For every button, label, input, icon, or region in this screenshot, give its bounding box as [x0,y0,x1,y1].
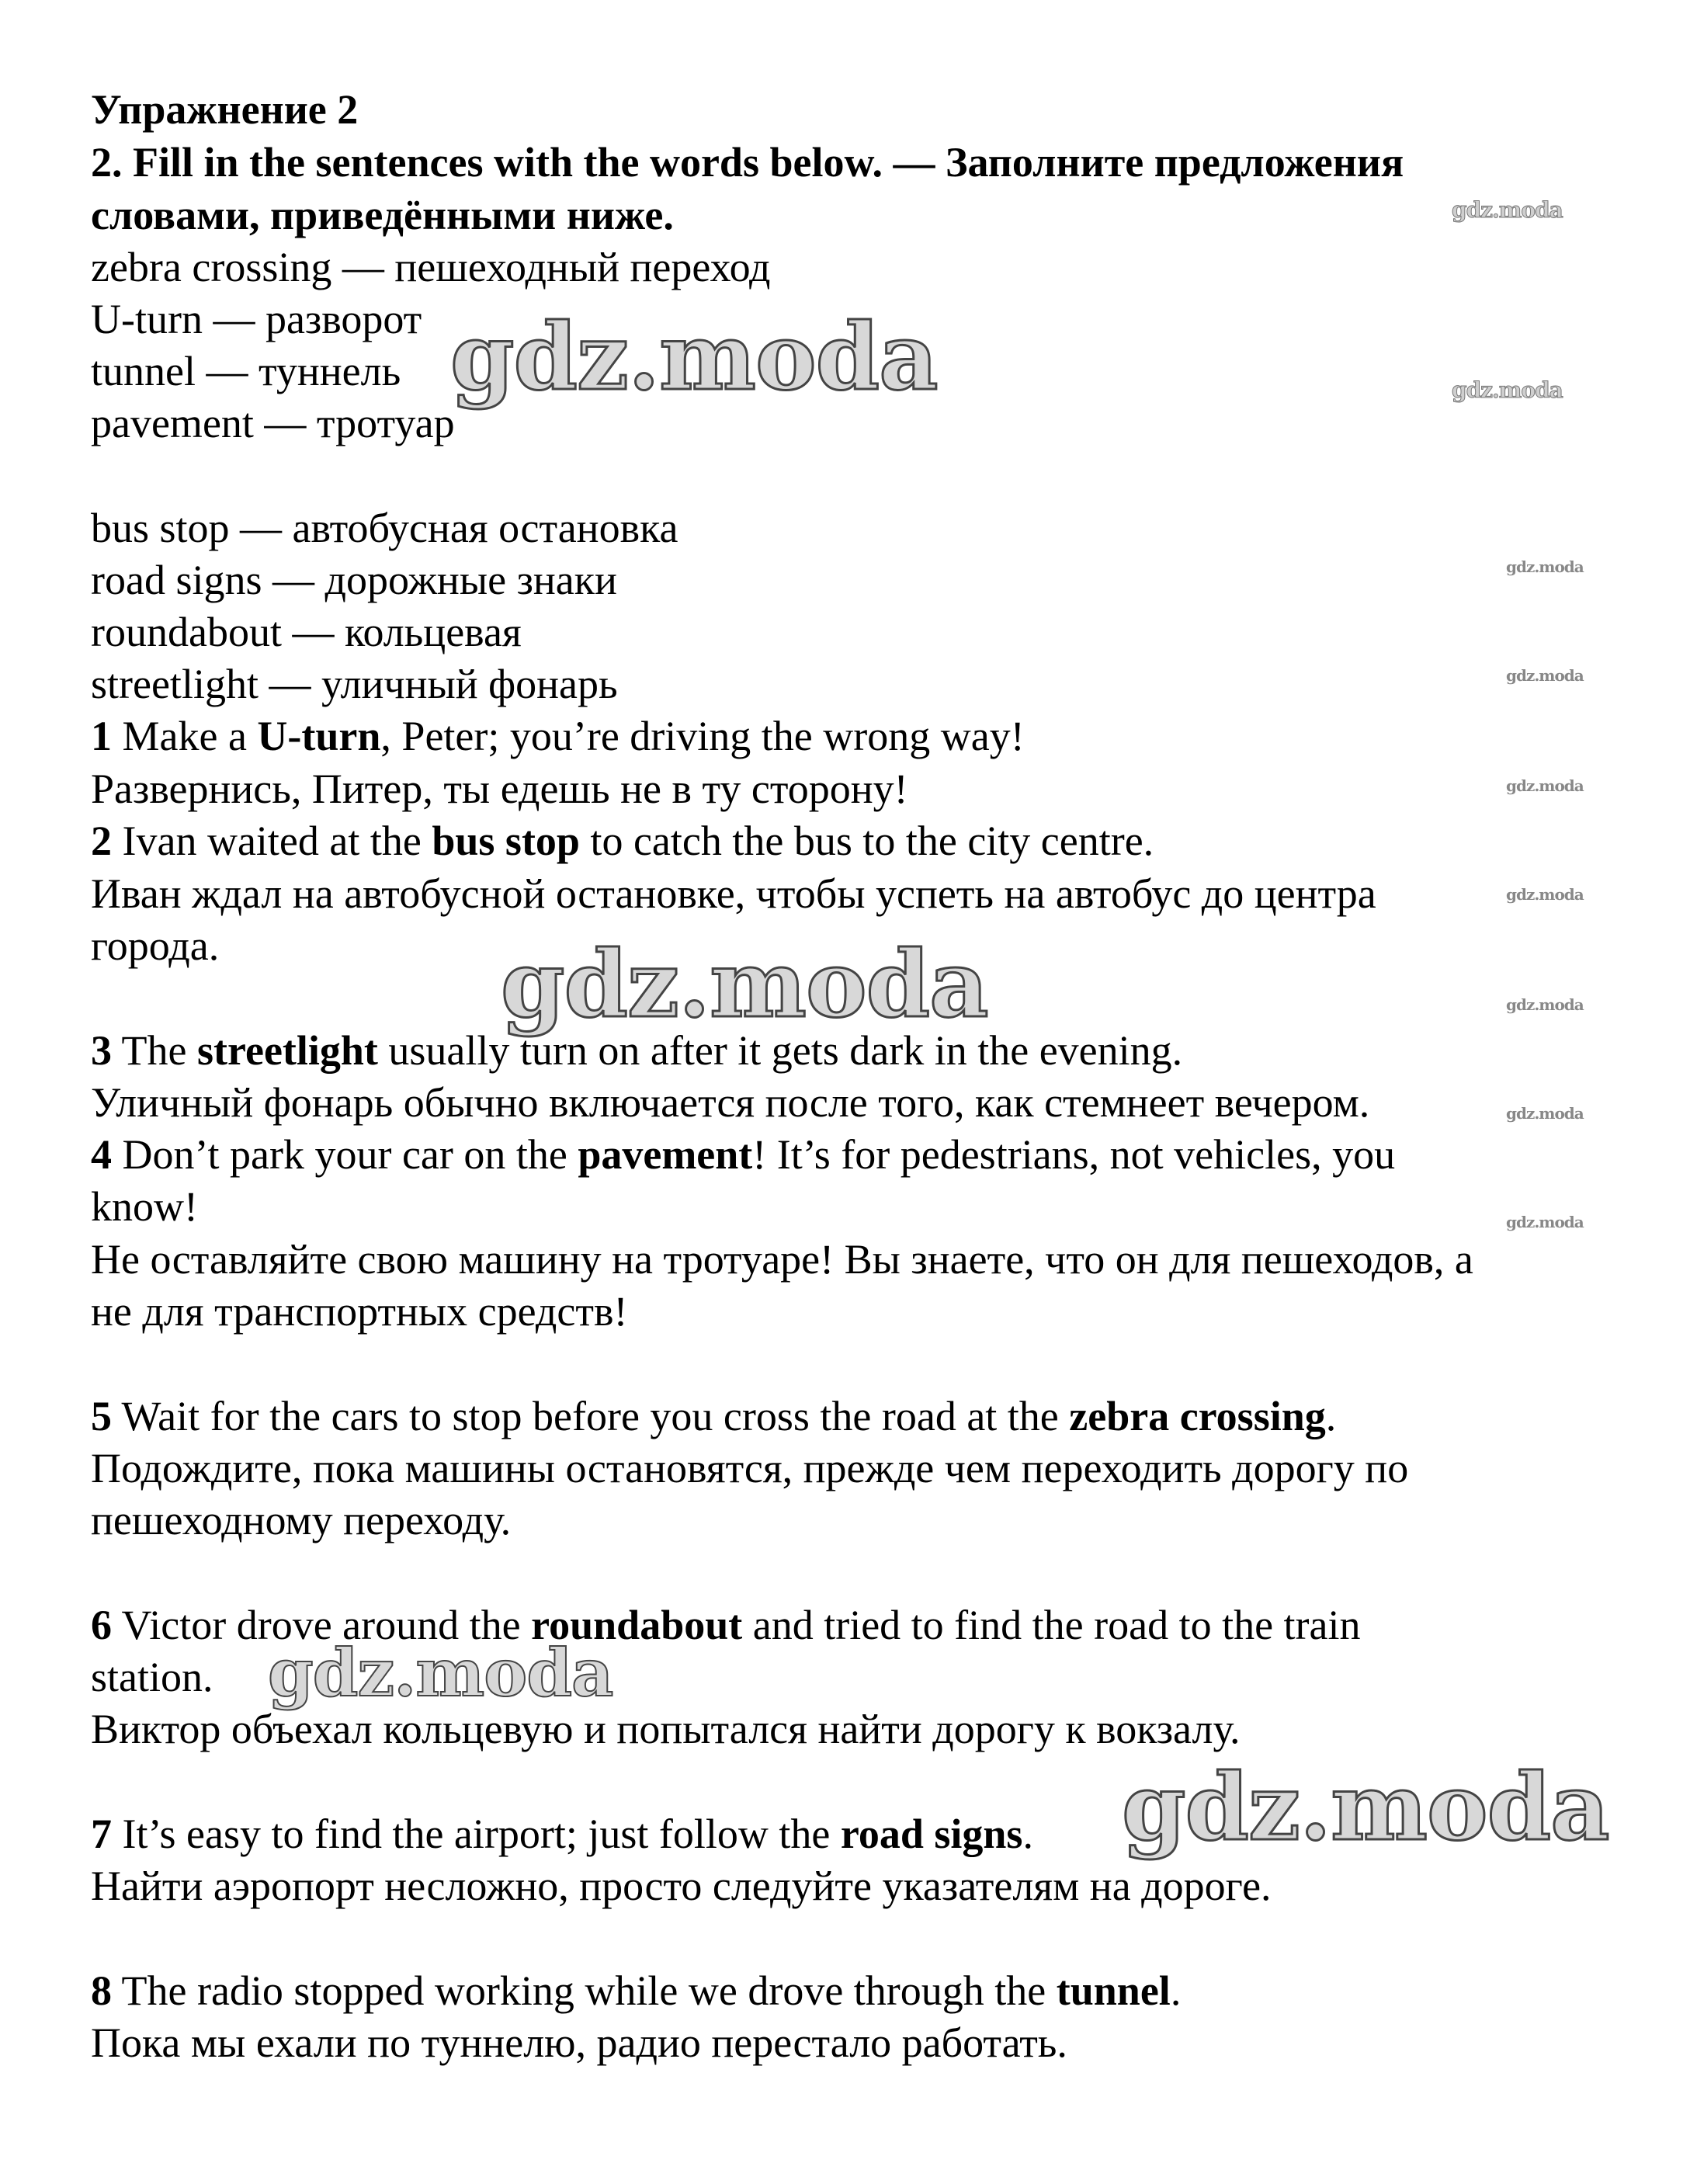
sentence-3-en: 3 The streetlight usually turn on after it gets dark in the evening. [91,1027,1183,1074]
vocab-item: bus stop — автобусная остановка [91,505,678,551]
watermark: gdz.moda [268,1634,613,1711]
item-number: 3 [91,1027,112,1074]
answer-word: U-turn [257,713,381,759]
item-number: 2 [91,818,112,864]
vocab-item: zebra crossing — пешеходный переход [91,244,771,290]
sentence-6-en: 6 Victor drove around the roundabout and tried to find the road to the train [91,1602,1361,1648]
vocab-item: streetlight — уличный фонарь [91,661,618,707]
sentence-7-ru: Найти аэропорт несложно, просто следуйте указателям на дороге. [91,1863,1272,1909]
answer-word: pavement [578,1131,753,1178]
sentence-7-en: 7 It’s easy to find the airport; just follow the road signs. [91,1811,1033,1857]
sentence-8-ru: Пока мы ехали по туннелю, радио перестало работать. [91,2019,1067,2066]
sentence-1-ru: Развернись, Питер, ты едешь не в ту сторону! [91,766,908,812]
item-number: 7 [91,1811,112,1857]
sentence-2-ru: Иван ждал на автобусной остановке, чтобы успеть на автобус до центра [91,870,1376,917]
sentence-4-en-cont: know! [91,1183,198,1230]
sentence-1-en: 1 Make a U-turn, Peter; you’re driving the wrong way! [91,713,1025,759]
watermark: gdz.moda [1122,1753,1609,1861]
sentence-2-ru-cont: города. [91,922,220,969]
watermark: gdz.moda [1506,666,1584,685]
answer-word: road signs [840,1811,1023,1857]
watermark: gdz.moda [1506,995,1584,1014]
instruction-line-2: словами, приведёнными ниже. [91,192,674,238]
vocab-item: tunnel — туннель [91,348,401,394]
item-number: 4 [91,1131,112,1178]
vocab-item: roundabout — кольцевая [91,609,522,655]
item-number: 6 [91,1602,112,1648]
answer-word: bus stop [432,818,580,864]
watermark: gdz.moda [1506,885,1584,904]
watermark: gdz.moda [1506,1213,1584,1231]
watermark: gdz.moda [1506,1104,1584,1123]
sentence-8-en: 8 The radio stopped working while we drove through the tunnel. [91,1967,1182,2014]
sentence-4-en: 4 Don’t park your car on the pavement! It’s for pedestrians, not vehicles, you [91,1131,1396,1178]
answer-word: zebra crossing [1069,1393,1326,1439]
vocab-item: road signs — дорожные знаки [91,557,617,603]
sentence-5-ru: Подождите, пока машины остановятся, прежде чем переходить дорогу по [91,1445,1409,1491]
sentence-6-en-cont: station. [91,1654,213,1700]
item-number: 8 [91,1967,112,2014]
sentence-5-ru-cont: пешеходному переходу. [91,1497,512,1543]
watermark: gdz.moda [450,303,938,411]
watermark: gdz.moda [1506,776,1584,795]
sentence-3-ru: Уличный фонарь обычно включается после того, как стемнеет вечером. [91,1079,1370,1126]
instruction-line-1: 2. Fill in the sentences with the words below. — Заполните предложения [91,139,1404,186]
item-number: 5 [91,1393,112,1439]
sentence-4-ru: Не оставляйте свою машину на тротуаре! Вы знаете, что он для пешеходов, а [91,1236,1473,1283]
watermark: gdz.moda [501,930,988,1038]
sentence-4-ru-cont: не для транспортных средств! [91,1288,628,1335]
sentence-5-en: 5 Wait for the cars to stop before you cross the road at the zebra crossing. [91,1393,1337,1439]
sentence-2-en: 2 Ivan waited at the bus stop to catch the bus to the city centre. [91,818,1154,864]
watermark: gdz.moda [1506,557,1584,576]
vocab-item: U-turn — разворот [91,296,422,342]
answer-word: streetlight [196,1027,378,1074]
vocab-item: pavement — тротуар [91,400,455,446]
watermark: gdz.moda [1452,377,1563,403]
answer-word: roundabout [531,1602,743,1648]
exercise-title: Упражнение 2 [91,86,359,133]
item-number: 1 [91,713,112,759]
watermark: gdz.moda [1452,197,1563,223]
sentence-6-ru: Виктор объехал кольцевую и попытался найти дорогу к вокзалу. [91,1706,1241,1752]
answer-word: tunnel [1056,1967,1171,2014]
